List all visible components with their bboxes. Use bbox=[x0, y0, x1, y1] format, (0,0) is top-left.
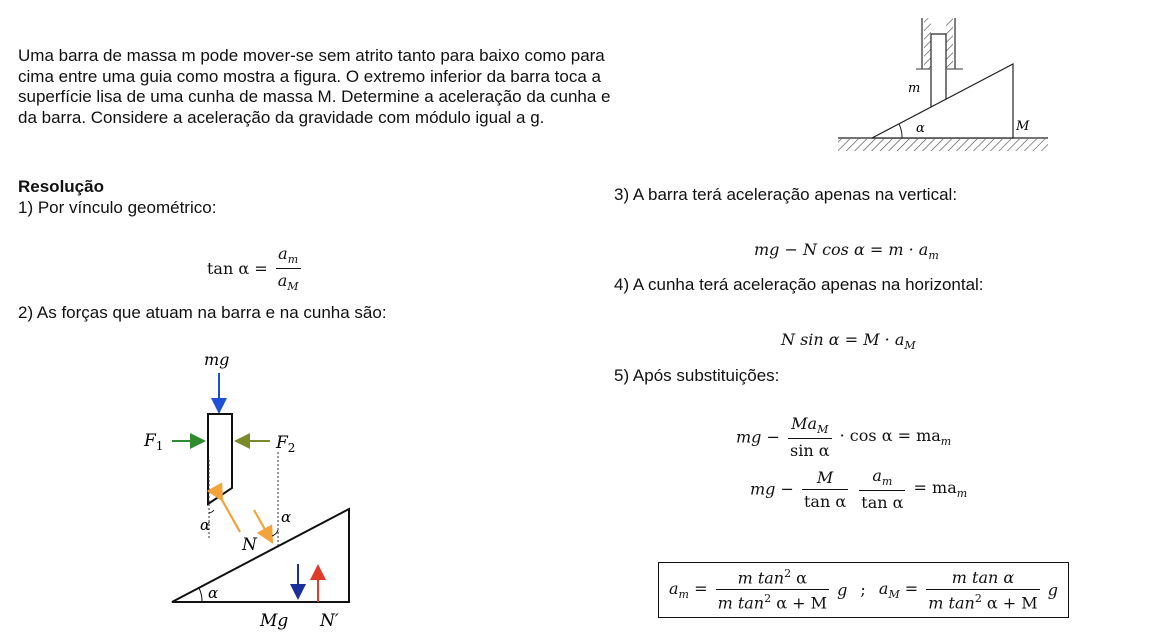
step-3-label: 3) A barra terá aceleração apenas na vertical: bbox=[614, 185, 958, 204]
setup-label-M: M bbox=[1016, 119, 1030, 134]
label-N-prime: N′ bbox=[320, 611, 339, 631]
step-5-label: 5) Após substituições: bbox=[614, 366, 780, 385]
equation-3: mg − N $\cos \alpha = m \cdot a_m$ bbox=[754, 240, 939, 263]
bar bbox=[931, 34, 946, 109]
step-2-label: 2) As forças que atuam na barra e na cunha são: bbox=[18, 303, 387, 322]
problem-line-2: cima entre uma guia como mostra a figura. O extremo inferior da barra toca a bbox=[18, 66, 601, 86]
resolution-heading: Resolução bbox=[18, 177, 104, 196]
equation-4: N $\sin \alpha = M \cdot a_M$ bbox=[781, 330, 916, 353]
problem-line-4: da barra. Considere a aceleração da gravidade com módulo igual a g. bbox=[18, 107, 545, 127]
label-F2: $F_2$ bbox=[276, 433, 296, 455]
problem-statement bbox=[18, 46, 698, 128]
ground-hatch bbox=[838, 139, 1048, 151]
substitution-line-1: mg − $\frac{Ma_M}{\text{sin α}}$ · $\cos \alpha = ma_m$ bbox=[736, 414, 952, 461]
label-alpha-base: α bbox=[208, 584, 219, 602]
label-alpha-left: α bbox=[200, 516, 211, 534]
final-result-box: $a_m$ = $\frac{m \tan^2 \alpha}{m \tan^2 \alpha + M}$ g ; $a_M$ = $\frac{\text{m tan α}}{m \tan^2 \alpha + M}$ g bbox=[658, 562, 1069, 618]
equation-1 bbox=[207, 244, 304, 293]
eq1-lhs: tan α = bbox=[207, 259, 268, 279]
step-4-label: 4) A cunha terá aceleração apenas na horizontal: bbox=[614, 275, 984, 294]
arrow-N-left bbox=[222, 500, 240, 532]
setup-label-m: m bbox=[908, 81, 921, 96]
label-N: N bbox=[242, 535, 257, 555]
label-Mg: Mg bbox=[260, 611, 289, 631]
force-diagram bbox=[130, 340, 370, 635]
step-1-label: 1) Por vínculo geométrico: bbox=[18, 198, 217, 217]
eq1-fraction: $\frac{a_m}{a_M}$ bbox=[277, 244, 299, 294]
setup-figure bbox=[830, 14, 1055, 154]
label-alpha-right: α bbox=[281, 508, 292, 526]
guide-right-hatch bbox=[946, 18, 953, 69]
substitution-line-2: mg − $\frac{M}{\text{tan α}}$ $\frac{a_m}{\text{tan α}}$ = $ma_m$ bbox=[750, 466, 968, 513]
setup-label-alpha: α bbox=[916, 121, 925, 136]
final-am-fraction: $\frac{m \tan^2 \alpha}{m \tan^2 \alpha + M}$ bbox=[717, 567, 827, 613]
label-F1: $F_1$ bbox=[144, 431, 164, 453]
bar-body bbox=[208, 414, 232, 504]
problem-line-3: superfície lisa de uma cunha de massa M. Determine a aceleração da cunha e bbox=[18, 87, 611, 106]
problem-line-1: Uma barra de massa m pode mover-se sem atrito tanto para baixo como para bbox=[18, 46, 605, 65]
guide-left-hatch bbox=[924, 18, 931, 69]
final-aM-fraction: $\frac{\text{m tan α}}{m \tan^2 \alpha + M}$ bbox=[928, 567, 1038, 612]
label-mg: mg bbox=[204, 350, 230, 369]
